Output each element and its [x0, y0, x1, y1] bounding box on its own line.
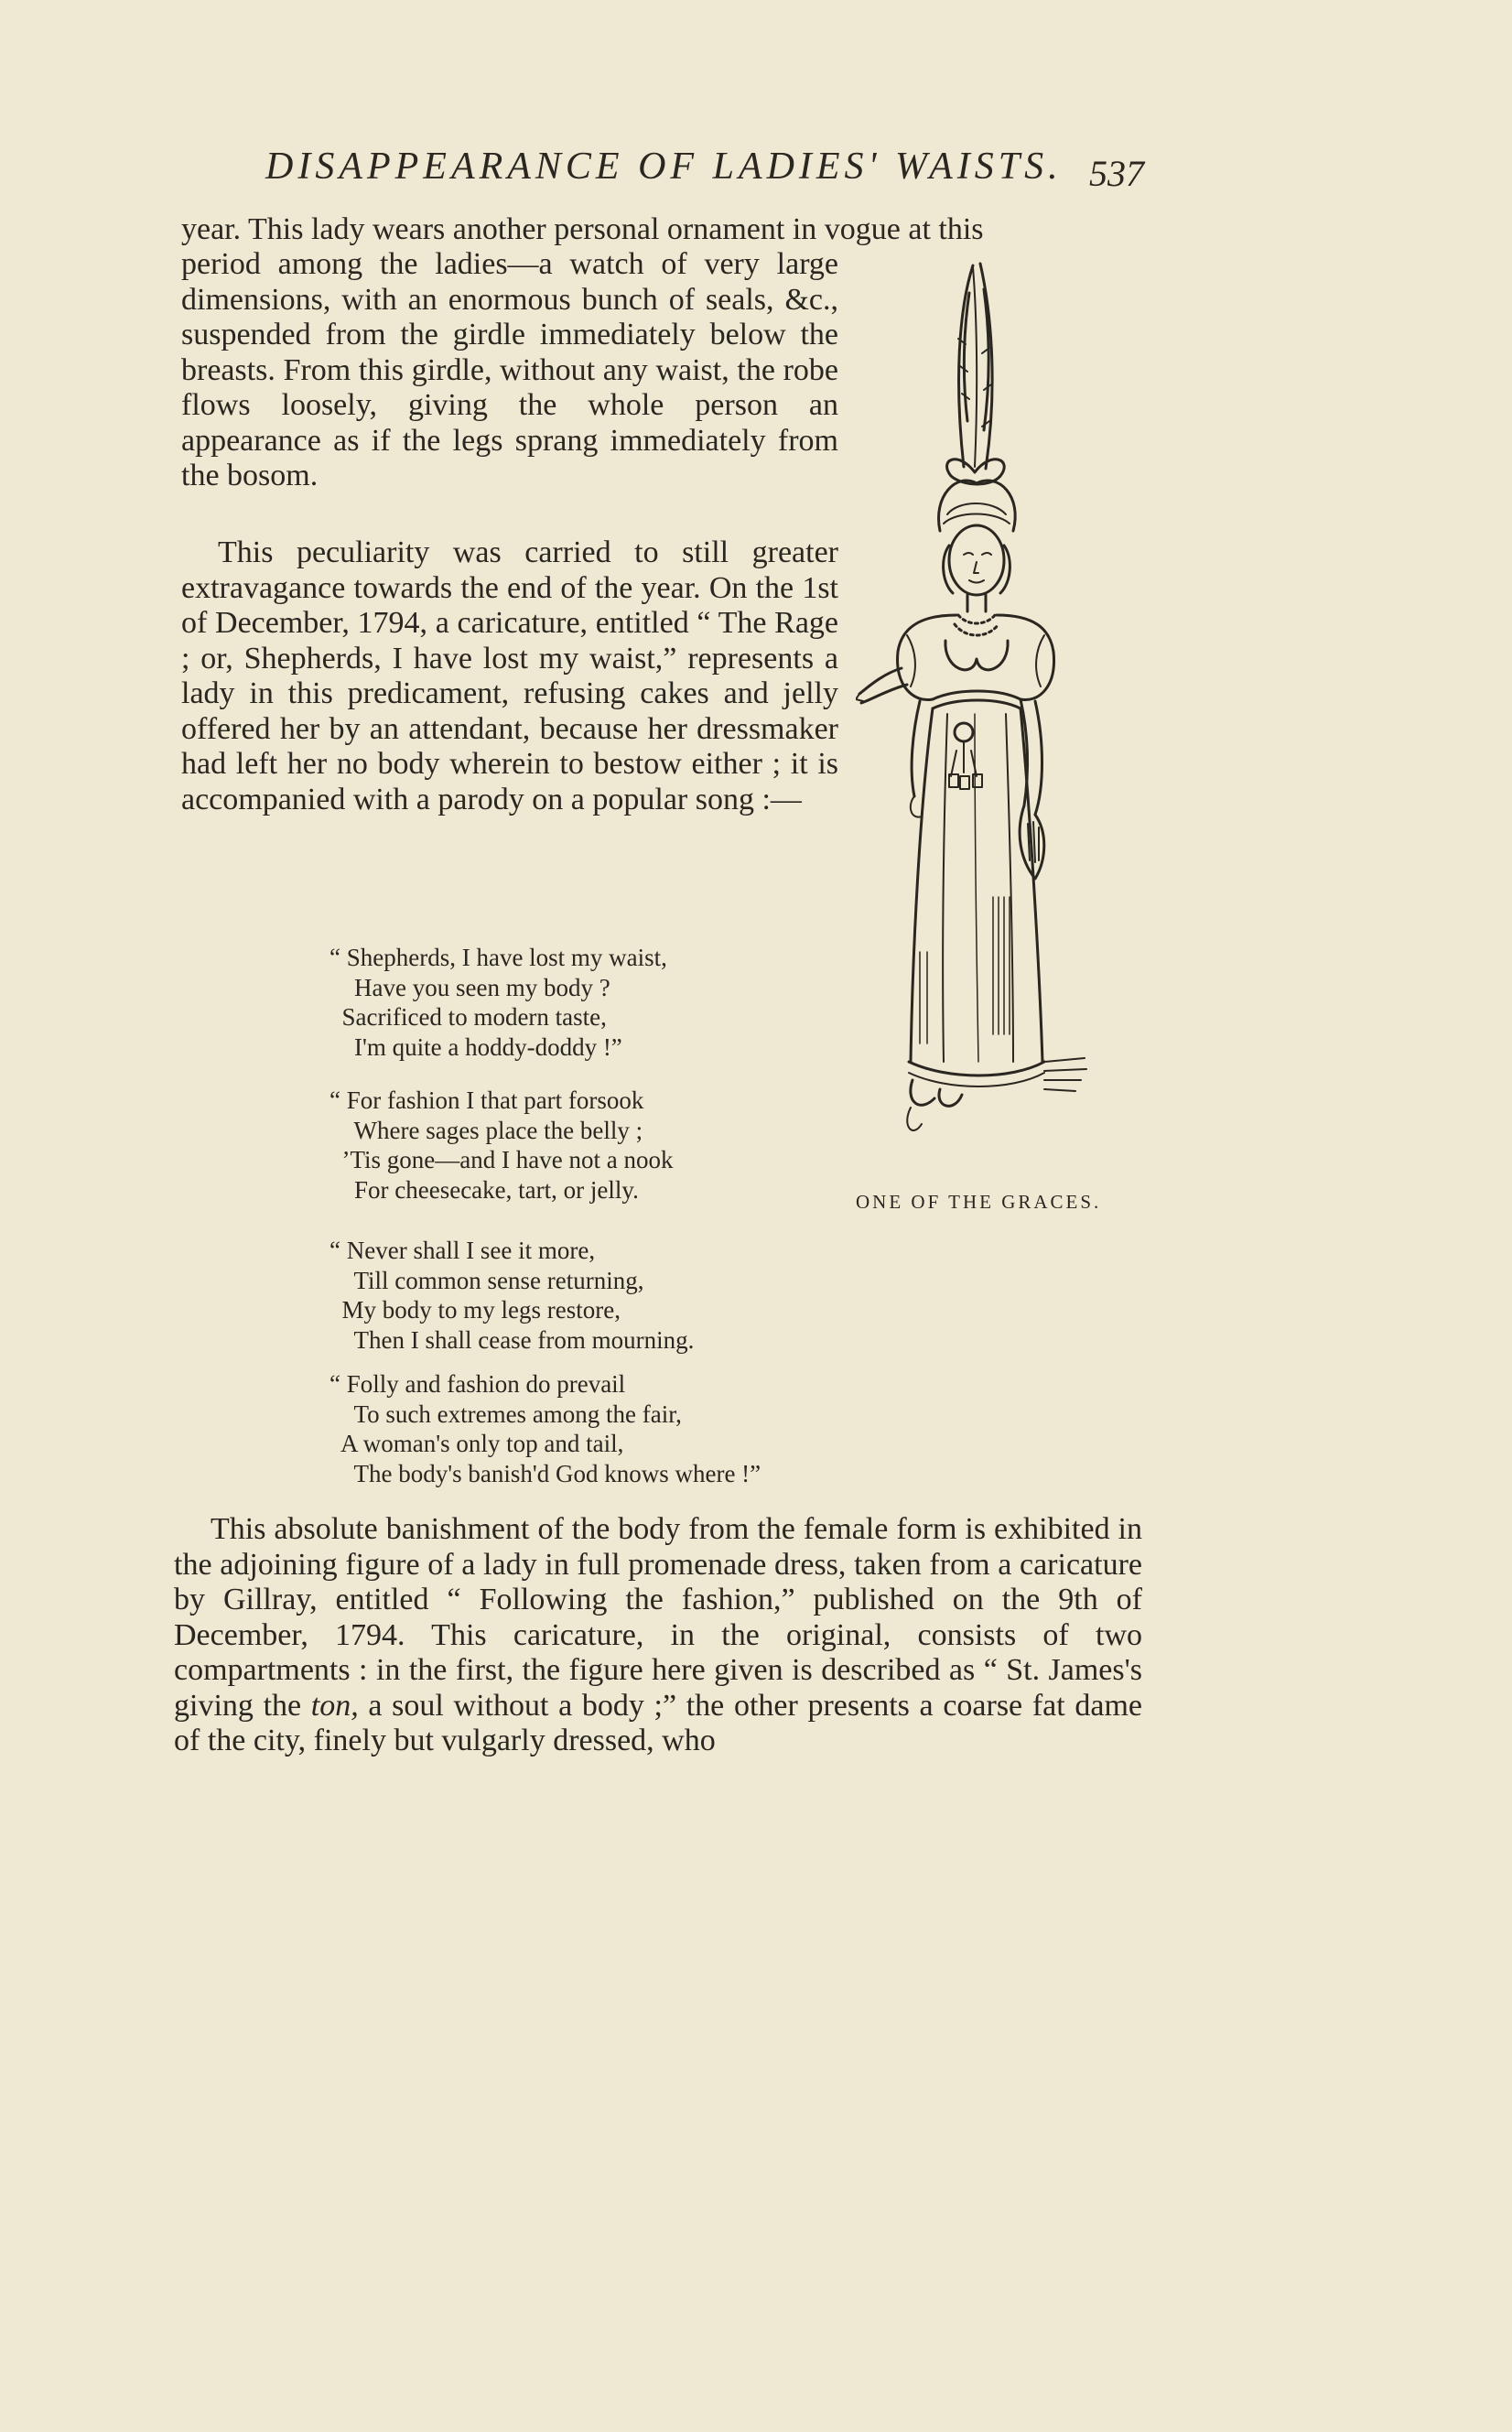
paragraph-2: This peculiarity was carried to still greater extravagance towards the end of the year. On the 1st of December, 1794, a caricature, entitled “ The Rage ; or, Shepherds, I have lost my waist,” represents a lady in this predicament, refusing cakes and jelly offered her by an attendant, because her dressmaker had left her no body wherein to bestow either ; it is accompanied with a parody on a popular song :—: [181, 535, 838, 816]
verse-stanza: “ Never shall I see it more, Till common sense returning, My body to my legs restore, Then I shall cease from mourning.: [329, 1237, 695, 1354]
paragraph-1-first-line: year. This lady wears another personal ornament in vogue at this: [181, 212, 984, 246]
lady-engraving-illustration: [856, 256, 1094, 1172]
verse-stanza: “ For fashion I that part forsook Where sages place the belly ; ’Tis gone—and I have not a nook For cheesecake, tart, or jelly.: [329, 1086, 674, 1204]
paragraph-3-italic-word: ton,: [310, 1688, 359, 1723]
running-title: DISAPPEARANCE OF LADIES' WAISTS.: [265, 146, 1063, 188]
page-header: [265, 145, 1144, 200]
paragraph-3: [174, 1512, 1142, 1759]
paragraph-1-body: period among the ladies—a watch of very large dimensions, with an enormous bunch of seals, &c., suspended from the girdle immediately below the breasts. From this girdle, without any waist, the robe flows loosely, giving the whole person an appearance as if the legs sprang immediately from the bosom.: [181, 247, 838, 492]
verse-stanza: “ Shepherds, I have lost my waist, Have you seen my body ? Sacrificed to modern taste, I'm quite a hoddy-doddy !”: [329, 944, 667, 1061]
paragraph-3-text: This absolute banishment of the body from the female form is exhibited in the adjoining figure of a lady in full promenade dress, taken from a caricature by Gillray, entitled “ Following the fashion,” published on the 9th of December, 1794. This caricature, in the original, consists of two compartments : in the first, the figure here given is described as “ St. James's giving the: [174, 1512, 1142, 1723]
page-number: 537: [1089, 153, 1144, 194]
paragraph-3-text-end: a soul without a body ;” the other presents a coarse fat dame of the city, finely but vulgarly dressed, who: [174, 1688, 1142, 1757]
verse-stanza: “ Folly and fashion do prevail To such extremes among the fair, A woman's only top and tail, The body's banish'd God knows where !”: [329, 1370, 761, 1487]
figure-caption: ONE OF THE GRACES.: [856, 1191, 1102, 1213]
